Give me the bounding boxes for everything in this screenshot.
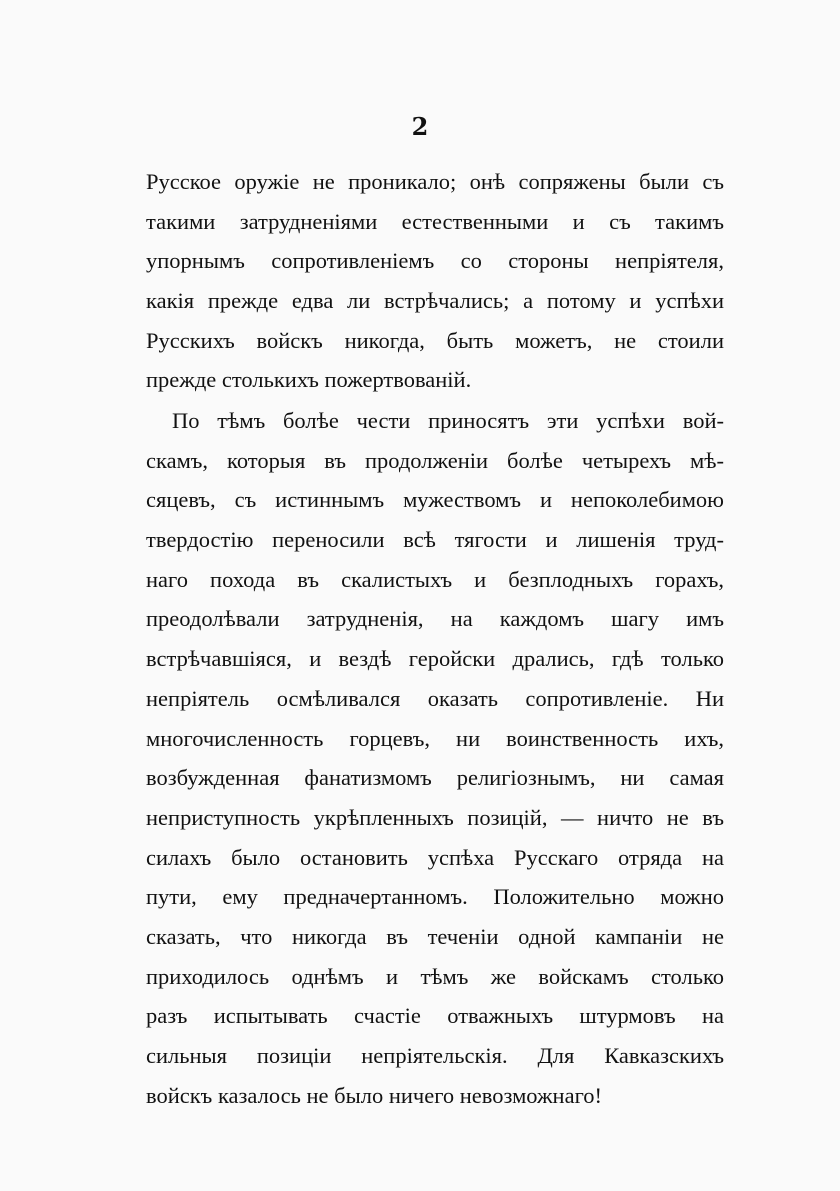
- text-line: пути, ему предначертанномъ. Положительно можно: [146, 884, 724, 910]
- text-line: упорнымъ сопротивленіемъ со стороны непріятеля,: [146, 248, 724, 274]
- text-line: прежде столькихъ пожертвованій.: [146, 367, 472, 393]
- text-line: По тѣмъ болѣе чести приносятъ эти успѣхи вой-: [172, 408, 724, 433]
- paragraph-2: [146, 401, 724, 1115]
- page-number: 2: [411, 112, 429, 141]
- text-line: возбужденная фанатизмомъ религіознымъ, ни самая: [146, 765, 724, 791]
- text-line: такими затрудненіями естественными и съ такимъ: [146, 208, 724, 234]
- text-line: сяцевъ, съ истиннымъ мужествомъ и непоколебимою: [146, 487, 724, 513]
- text-line: войскъ казалось не было ничего невозможнаго!: [146, 1082, 602, 1108]
- text-line: разъ испытывать счастіе отважныхъ штурмовъ на: [146, 1003, 724, 1029]
- text-line: сказать, что никогда въ теченіи одной кампаніи не: [146, 923, 724, 949]
- text-line: встрѣчавшіяся, и вездѣ геройски дрались, гдѣ только: [146, 646, 724, 672]
- text-line: приходилось однѣмъ и тѣмъ же войскамъ столько: [146, 963, 724, 989]
- text-line: многочисленность горцевъ, ни воинственность ихъ,: [146, 725, 724, 751]
- text-line: сильныя позиціи непріятельскія. Для Кавказскихъ: [146, 1043, 724, 1068]
- text-line: неприступность укрѣпленныхъ позицій, — ничто не въ: [146, 804, 724, 830]
- text-line: Русское оружіе не проникало; онѣ сопряжены были съ: [146, 169, 724, 194]
- text-line: твердостію переносили всѣ тягости и лишенія труд-: [146, 527, 724, 553]
- text-line: какія прежде едва ли встрѣчались; а потому и успѣхи: [146, 288, 724, 314]
- text-line: преодолѣвали затрудненія, на каждомъ шагу имъ: [146, 606, 724, 632]
- text-line: Русскихъ войскъ никогда, быть можетъ, не стоили: [146, 327, 724, 353]
- text-line: непріятель осмѣливался оказать сопротивленіе. Ни: [146, 685, 724, 711]
- text-line: скамъ, которыя въ продолженіи болѣе четырехъ мѣ-: [146, 447, 724, 473]
- text-line: наго похода въ скалистыхъ и безплодныхъ горахъ,: [146, 566, 724, 592]
- text-line: силахъ было остановить успѣха Русскаго отряда на: [146, 844, 724, 870]
- paragraph-1: [146, 162, 724, 400]
